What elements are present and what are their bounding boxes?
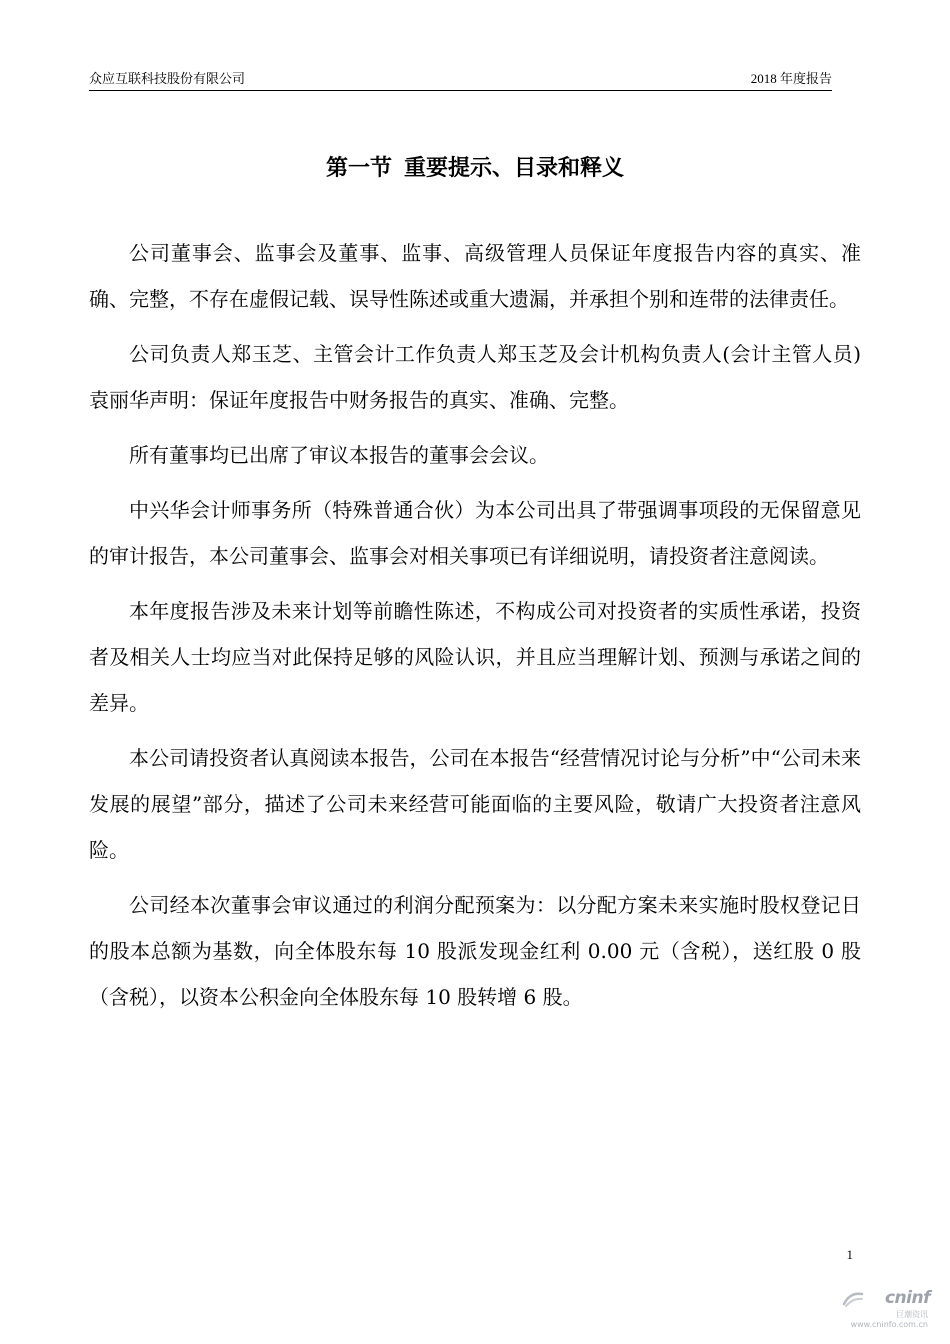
- paragraph-profit-distribution: 公司经本次董事会审议通过的利润分配预案为：以分配方案未来实施时股权登记日的股本总额为基数，向全体股东每 10 股派发现金红利 0.00 元（含税），送红股 0 股（含税），以资本公积金向全体股东每 10 股转增 6 股。: [89, 893, 861, 1009]
- watermark-logo-text: cninf: [884, 1288, 930, 1308]
- page-header: [89, 66, 832, 91]
- cninfo-logo-icon: [842, 1290, 864, 1308]
- section-name: 重要提示、目录和释义: [404, 155, 625, 181]
- document-body: [89, 230, 861, 1029]
- paragraph-forward-looking: 本年度报告涉及未来计划等前瞻性陈述，不构成公司对投资者的实质性承诺，投资者及相关人士均应当对此保持足够的风险认识，并且应当理解计划、预测与承诺之间的差异。: [89, 599, 861, 715]
- section-number: 第一节: [325, 155, 392, 181]
- paragraph-declaration: 公司负责人郑玉芝、主管会计工作负责人郑玉芝及会计机构负责人(会计主管人员)袁丽华声明：保证年度报告中财务报告的真实、准确、完整。: [89, 342, 861, 412]
- header-report-title: 2018 年度报告: [750, 71, 832, 86]
- watermark-name: 巨潮资讯: [896, 1310, 928, 1319]
- paragraph-audit-opinion: 中兴华会计师事务所（特殊普通合伙）为本公司出具了带强调事项段的无保留意见的审计报告，本公司董事会、监事会对相关事项已有详细说明，请投资者注意阅读。: [89, 498, 861, 568]
- paragraph-attendance: 所有董事均已出席了审议本报告的董事会会议。: [129, 443, 549, 467]
- page-number: 1: [846, 1247, 853, 1262]
- paragraph-responsibility: 公司董事会、监事会及董事、监事、高级管理人员保证年度报告内容的真实、准确、完整，不存在虚假记载、误导性陈述或重大遗漏，并承担个别和连带的法律责任。: [89, 241, 861, 311]
- cninfo-watermark: [842, 1284, 932, 1334]
- section-title: [0, 153, 950, 183]
- paragraph-risk-notice: 本公司请投资者认真阅读本报告，公司在本报告“经营情况讨论与分析”中“公司未来发展的展望”部分，描述了公司未来经营可能面临的主要风险，敬请广大投资者注意风险。: [89, 746, 861, 862]
- header-company: 众应互联科技股份有限公司: [89, 71, 246, 86]
- watermark-url: www.cninfo.com.cn: [850, 1320, 928, 1329]
